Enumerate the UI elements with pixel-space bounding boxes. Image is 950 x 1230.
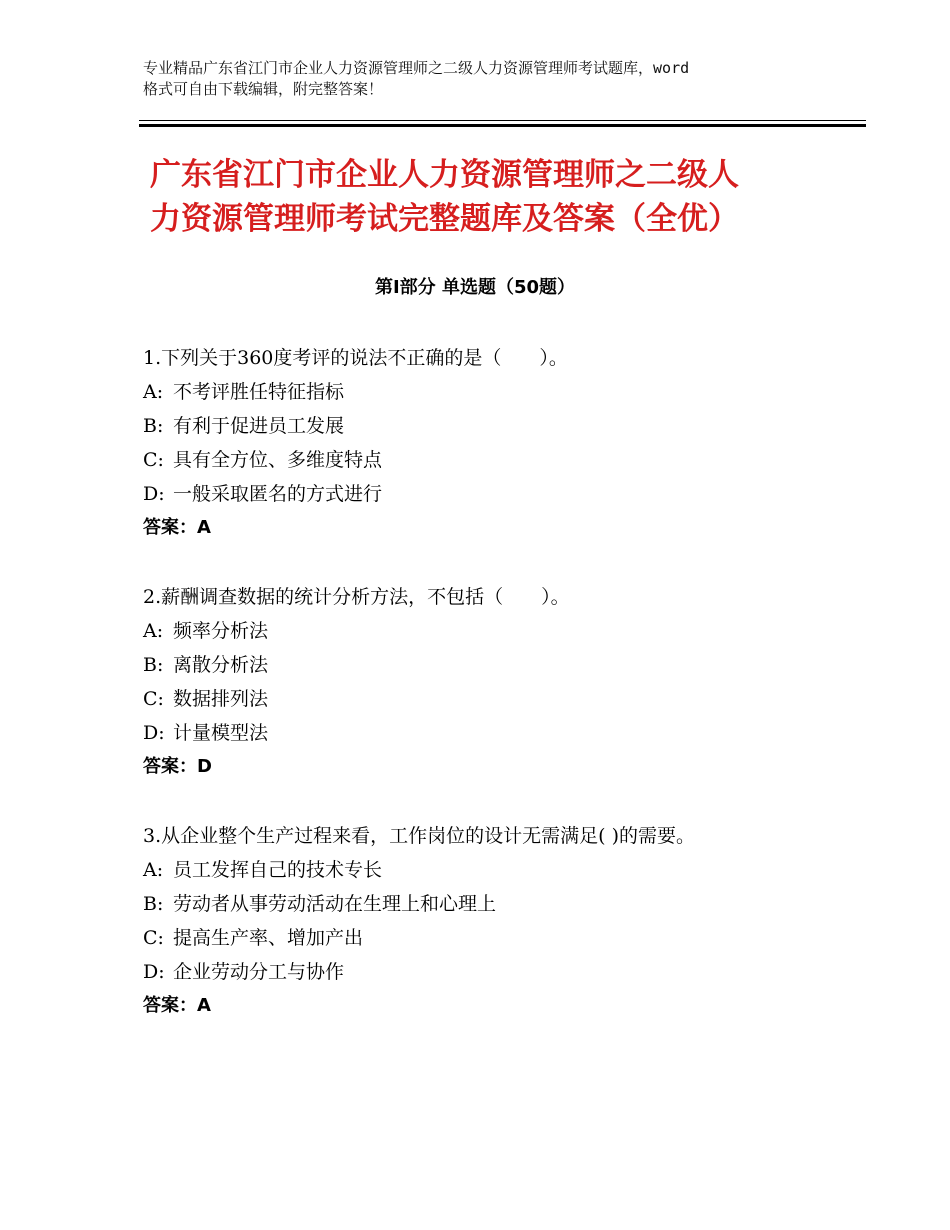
question-3 — [143, 819, 863, 1023]
option-letter: C: — [143, 927, 164, 949]
option-a — [143, 375, 863, 409]
option-letter: D: — [143, 483, 165, 505]
document-title — [150, 153, 850, 241]
option-b — [143, 887, 863, 921]
option-d — [143, 955, 863, 989]
option-text: 提高生产率、增加产出 — [173, 927, 364, 949]
option-text: 具有全方位、多维度特点 — [173, 449, 383, 471]
option-letter: A: — [143, 381, 164, 403]
option-letter: A: — [143, 859, 164, 881]
option-text: 不考评胜任特征指标 — [173, 381, 345, 403]
option-letter: C: — [143, 688, 164, 710]
question-2 — [143, 580, 863, 784]
header-note — [143, 58, 843, 100]
document-title-line-1: 广东省江门市企业人力资源管理师之二级人 — [150, 157, 739, 193]
option-c — [143, 682, 863, 716]
answer-line: 答案：A — [143, 517, 211, 538]
option-letter: B: — [143, 893, 164, 915]
header-divider-thick — [139, 124, 866, 127]
document-title-line-2: 力资源管理师考试完整题库及答案（全优） — [150, 201, 739, 237]
option-text: 离散分析法 — [173, 654, 269, 676]
option-letter: B: — [143, 415, 164, 437]
option-letter: C: — [143, 449, 164, 471]
header-note-line-2: 格式可自由下载编辑，附完整答案！ — [143, 80, 384, 98]
option-a — [143, 853, 863, 887]
option-text: 频率分析法 — [173, 620, 269, 642]
option-d — [143, 716, 863, 750]
option-c — [143, 443, 863, 477]
option-b — [143, 648, 863, 682]
option-text: 计量模型法 — [173, 722, 269, 744]
header-divider-thin — [139, 120, 866, 121]
option-letter: B: — [143, 654, 164, 676]
option-text: 数据排列法 — [173, 688, 269, 710]
question-stem: 2.薪酬调查数据的统计分析方法，不包括（ ）。 — [143, 586, 570, 608]
question-stem: 1.下列关于360度考评的说法不正确的是（ ）。 — [143, 347, 568, 369]
option-text: 有利于促进员工发展 — [173, 415, 345, 437]
answer-line: 答案：A — [143, 995, 211, 1016]
option-letter: A: — [143, 620, 164, 642]
option-text: 劳动者从事劳动活动在生理上和心理上 — [173, 893, 497, 915]
option-text: 一般采取匿名的方式进行 — [173, 483, 383, 505]
answer-line: 答案：D — [143, 756, 212, 777]
option-c — [143, 921, 863, 955]
option-b — [143, 409, 863, 443]
question-1 — [143, 341, 863, 545]
section-heading: 第Ⅰ部分 单选题（50题） — [374, 277, 575, 298]
header-note-line-1: 专业精品广东省江门市企业人力资源管理师之二级人力资源管理师考试题库，word — [143, 59, 690, 77]
option-letter: D: — [143, 961, 165, 983]
option-letter: D: — [143, 722, 165, 744]
question-stem: 3.从企业整个生产过程来看，工作岗位的设计无需满足( )的需要。 — [143, 825, 695, 847]
option-d — [143, 477, 863, 511]
option-a — [143, 614, 863, 648]
option-text: 企业劳动分工与协作 — [173, 961, 345, 983]
option-text: 员工发挥自己的技术专长 — [173, 859, 383, 881]
